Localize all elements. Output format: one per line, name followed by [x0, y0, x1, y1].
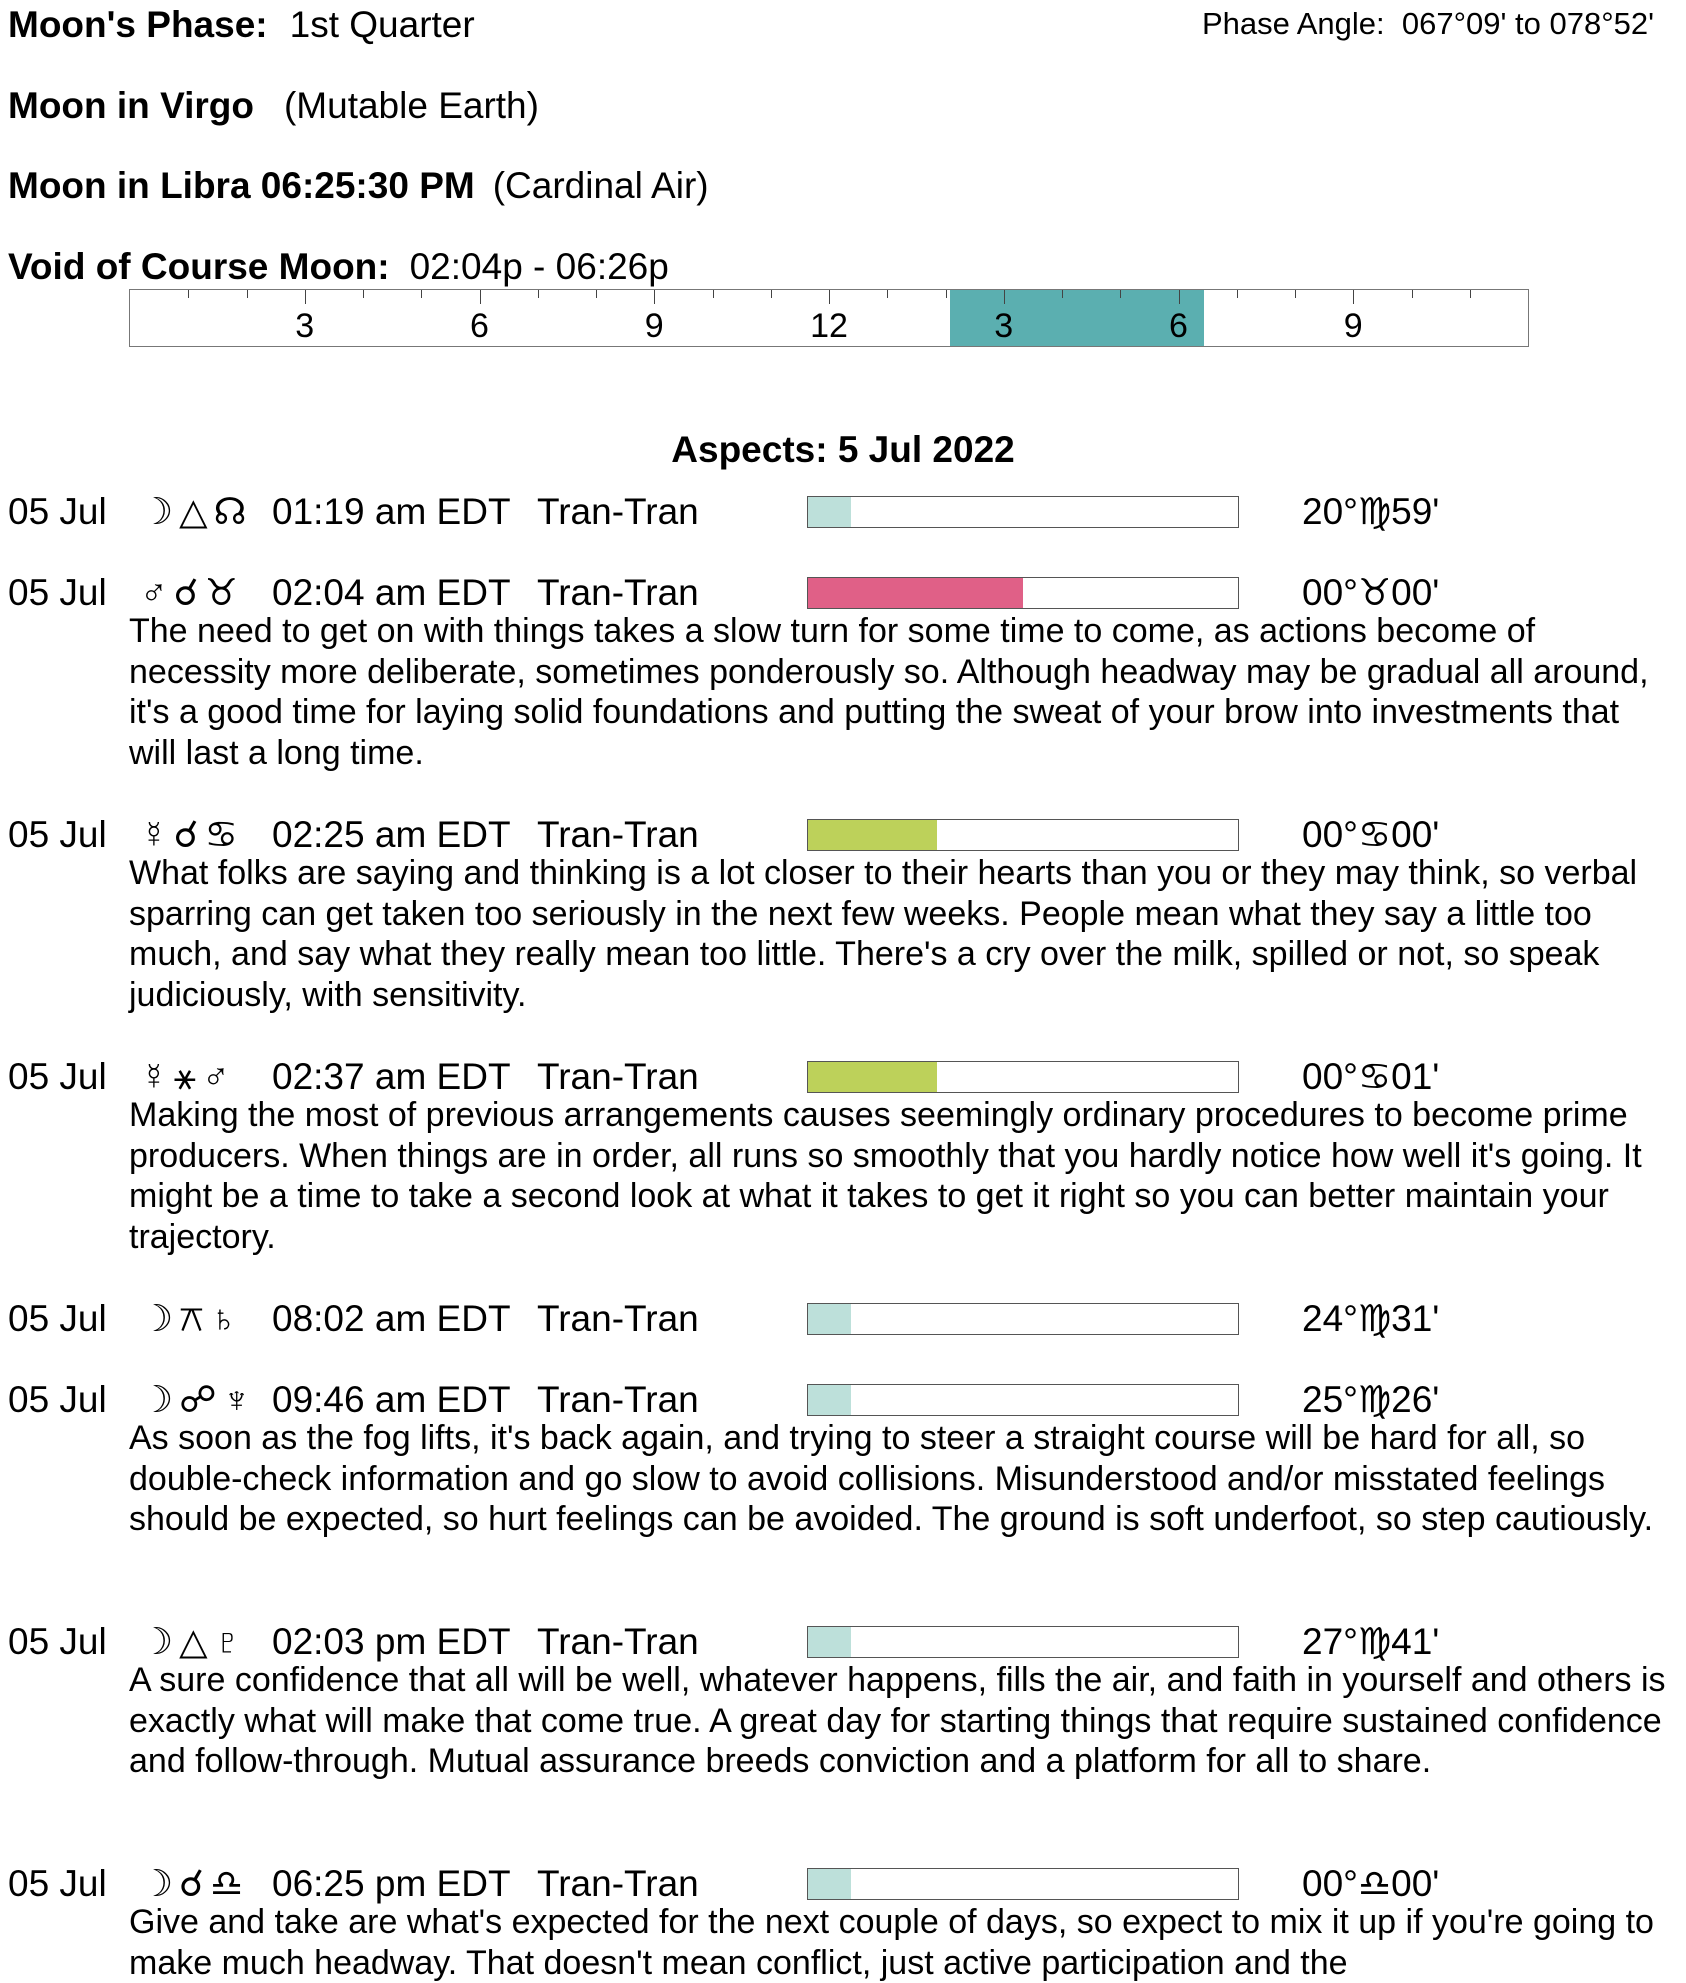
aspect-strength-fill: [808, 1869, 851, 1899]
timeline-tick: [1295, 290, 1296, 298]
timeline-hour-label: 3: [994, 307, 1014, 345]
moon-ingress-quality: (Cardinal Air): [492, 165, 709, 206]
void-of-course-line: [8, 245, 669, 289]
timeline-tick: [887, 290, 888, 298]
aspect-row: [0, 1620, 1686, 1780]
aspect-type: Tran-Tran: [537, 1298, 699, 1339]
aspect-date: 05 Jul: [8, 814, 107, 855]
moon-phase-label: Moon's Phase:: [8, 4, 268, 45]
aspect-type: Tran-Tran: [537, 1056, 699, 1097]
aspect-description: As soon as the fog lifts, it's back again, and trying to steer a straight course will be hard for all, so double-check information and go slow to avoid collisions. Misunderstood and/or misstated feelings should be expected, so hurt feelings can be avoided. The ground is soft underfoot, so step cautiously.: [129, 1419, 1654, 1538]
aspects-title: Aspects: 5 Jul 2022: [671, 429, 1015, 470]
aspect-description: Making the most of previous arrangements causes seemingly ordinary procedures to become prime producers. When things are in order, all runs so smoothly that you hardly notice how well it's going. It might be a time to take a second look at what it takes to get it right so you can better maintain your trajectory.: [129, 1096, 1642, 1256]
aspect-description: The need to get on with things takes a slow turn for some time to come, as actions become of necessity more deliberate, sometimes ponderously so. Although headway may be gradual all around, it's a good time for laying solid foundations and putting the sweat of your brow into investments that will last a long time.: [129, 612, 1649, 772]
aspect-symbols: ☿☌♋: [140, 814, 244, 855]
timeline-hour-label: 12: [810, 307, 848, 345]
timeline-hour-label: 3: [295, 307, 315, 345]
aspect-type: Tran-Tran: [537, 814, 699, 855]
timeline-tick: [247, 290, 248, 298]
phase-angle-value: 067°09' to 078°52': [1401, 6, 1654, 41]
timeline-tick: [538, 290, 539, 298]
aspect-position: 00°♎00': [1302, 1863, 1440, 1904]
moon-ingress-label: Moon in Libra 06:25:30 PM: [8, 165, 475, 206]
aspect-row: [0, 813, 1686, 1014]
aspect-type: Tran-Tran: [537, 572, 699, 613]
moon-sign-line: [8, 84, 539, 128]
aspect-position: 20°♍59': [1302, 491, 1440, 532]
aspect-strength-fill: [808, 497, 851, 527]
aspect-date: 05 Jul: [8, 491, 107, 532]
aspect-symbols: ☽⚻♄: [140, 1298, 244, 1339]
moon-ingress-line: [8, 164, 709, 208]
timeline-tick: [596, 290, 597, 298]
timeline-tick: [1062, 290, 1063, 298]
aspect-row: [0, 1862, 1686, 1982]
moon-sign-label: Moon in Virgo: [8, 85, 254, 126]
aspect-date: 05 Jul: [8, 1863, 107, 1904]
aspect-type: Tran-Tran: [537, 1863, 699, 1904]
aspect-strength-bar: [807, 1868, 1239, 1900]
timeline-hour-label: 9: [644, 307, 664, 345]
aspect-description: Give and take are what's expected for the next couple of days, so expect to mix it up if you're going to make much headway. That doesn't mean conflict, just active participation and the: [129, 1903, 1654, 1982]
timeline-tick: [1120, 290, 1121, 298]
timeline-tick: [1237, 290, 1238, 298]
timeline-tick: [363, 290, 364, 298]
void-of-course-value: 02:04p - 06:26p: [409, 246, 669, 287]
aspect-time: 06:25 pm EDT: [272, 1863, 511, 1904]
aspect-date: 05 Jul: [8, 1056, 107, 1097]
timeline-tick: [188, 290, 189, 298]
aspect-strength-fill: [808, 820, 937, 850]
timeline-tick: [771, 290, 772, 298]
aspect-strength-fill: [808, 578, 1023, 608]
aspect-strength-bar: [807, 1303, 1239, 1335]
moon-phase-line: [8, 3, 475, 47]
timeline-tick: [480, 290, 481, 304]
aspect-time: 08:02 am EDT: [272, 1298, 511, 1339]
aspect-strength-fill: [808, 1304, 851, 1334]
phase-angle-label: Phase Angle:: [1201, 6, 1385, 41]
timeline-tick: [1353, 290, 1354, 304]
timeline-hour-label: 9: [1343, 307, 1363, 345]
aspect-position: 00°♉00': [1302, 572, 1440, 613]
aspect-strength-bar: [807, 1626, 1239, 1658]
timeline-tick: [305, 290, 306, 304]
aspect-row: [0, 1055, 1686, 1256]
aspect-strength-fill: [808, 1385, 851, 1415]
aspect-time: 02:03 pm EDT: [272, 1621, 511, 1662]
timeline-tick: [1004, 290, 1005, 304]
void-of-course-range: [950, 290, 1204, 346]
aspect-date: 05 Jul: [8, 572, 107, 613]
aspect-time: 02:04 am EDT: [272, 572, 511, 613]
aspect-position: 24°♍31': [1302, 1298, 1440, 1339]
aspect-strength-bar: [807, 1384, 1239, 1416]
timeline-tick: [1470, 290, 1471, 298]
aspect-type: Tran-Tran: [537, 491, 699, 532]
aspect-type: Tran-Tran: [537, 1621, 699, 1662]
timeline-hour-label: 6: [470, 307, 489, 345]
aspect-type: Tran-Tran: [537, 1379, 699, 1420]
aspect-row: [0, 571, 1686, 772]
aspect-description: A sure confidence that all will be well, whatever happens, fills the air, and faith in yourself and others is exactly what will make that come true. A great day for starting things that require sustained confidence and follow-through. Mutual assurance breeds conviction and a platform for all to share.: [129, 1661, 1666, 1780]
aspect-strength-bar: [807, 819, 1239, 851]
aspect-position: 25°♍26': [1302, 1379, 1440, 1420]
aspect-strength-bar: [807, 577, 1239, 609]
timeline-tick: [713, 290, 714, 298]
phase-angle: [1202, 4, 1654, 44]
aspect-date: 05 Jul: [8, 1379, 107, 1420]
aspect-description: What folks are saying and thinking is a lot closer to their hearts than you or they may think, so verbal sparring can get taken too seriously in the next few weeks. People mean what they say a little too much, and say what they really mean too little. There's a cry over the milk, spilled or not, so speak judiciously, with sensitivity.: [129, 854, 1638, 1014]
aspect-symbols: ☽☍♆: [140, 1379, 257, 1420]
aspect-strength-bar: [807, 1061, 1239, 1093]
aspect-date: 05 Jul: [8, 1621, 107, 1662]
aspect-date: 05 Jul: [8, 1298, 107, 1339]
timeline-tick: [1412, 290, 1413, 298]
timeline-tick: [654, 290, 655, 304]
timeline-tick: [829, 290, 830, 304]
aspect-symbols: ☽△☊: [140, 491, 253, 532]
aspect-time: 02:37 am EDT: [272, 1056, 511, 1097]
aspect-symbols: ♂☌♉: [140, 572, 244, 613]
aspect-row: [0, 1297, 1686, 1341]
aspect-symbols: ☿⚹♂: [140, 1056, 236, 1097]
aspect-row: [0, 1378, 1686, 1538]
aspect-symbols: ☽△♇: [140, 1621, 248, 1662]
timeline-tick: [1179, 290, 1180, 304]
moon-sign-quality: (Mutable Earth): [283, 85, 539, 126]
timeline-tick: [421, 290, 422, 298]
moon-phase-value: 1st Quarter: [289, 4, 475, 45]
aspect-symbols: ☽☌♎: [140, 1863, 250, 1904]
aspect-time: 09:46 am EDT: [272, 1379, 511, 1420]
timeline-hour-label: 6: [1169, 307, 1188, 345]
void-of-course-label: Void of Course Moon:: [8, 246, 390, 287]
aspect-time: 01:19 am EDT: [272, 491, 511, 532]
timeline-tick: [946, 290, 947, 298]
void-of-course-timeline: [129, 289, 1529, 347]
aspect-position: 00°♋01': [1302, 1056, 1440, 1097]
aspect-row: [0, 490, 1686, 534]
aspect-position: 00°♋00': [1302, 814, 1440, 855]
aspect-time: 02:25 am EDT: [272, 814, 511, 855]
aspect-strength-fill: [808, 1627, 851, 1657]
aspect-strength-bar: [807, 496, 1239, 528]
aspect-position: 27°♍41': [1302, 1621, 1440, 1662]
aspect-strength-fill: [808, 1062, 937, 1092]
